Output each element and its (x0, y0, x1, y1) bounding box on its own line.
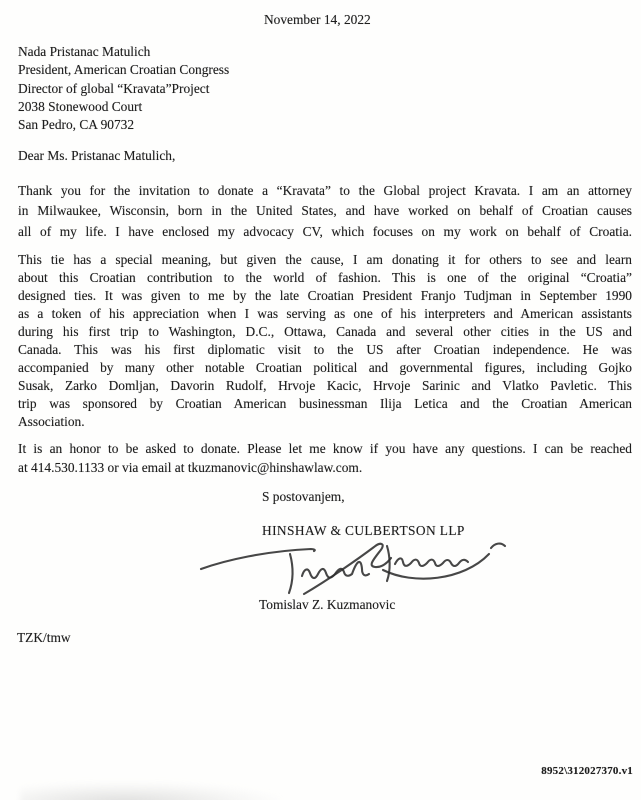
body-line: about this Croatian contribution to the world of fashion. This is one of the original “Croatia” (18, 270, 632, 285)
firm-name: HINSHAW & CULBERTSON LLP (262, 523, 465, 538)
body-line: during his first trip to Washington, D.C., Ottawa, Canada and several other cities in the US and (18, 324, 632, 339)
body-paragraph-2 (18, 251, 632, 431)
body-line: Susak, Zarko Domljan, Davorin Rudolf, Hrvoje Kacic, Hrvoje Sarinic and Vlatko Pavletic. This (18, 378, 632, 393)
body-line: Thank you for the invitation to donate a “Kravata” to the Global project Kravata. I am an attorney (18, 183, 632, 198)
body-paragraph-1 (18, 181, 632, 242)
letter-date: November 14, 2022 (264, 12, 371, 27)
recipient-name: Nada Pristanac Matulich (18, 44, 151, 59)
body-line: This tie has a special meaning, but given the cause, I am donating it for others to see and learn (18, 252, 632, 267)
body-paragraph-3 (18, 440, 632, 477)
body-line: at 414.530.1133 or via email at tkuzmanovic@hinshawlaw.com. (18, 459, 363, 475)
closing-valediction: S postovanjem, (262, 489, 345, 504)
body-line: as a token of his appreciation when I was serving as one of his interpreters and American assistants (18, 306, 632, 321)
body-line: Canada. This was his first diplomatic visit to the US after Croatian independence. He was (18, 342, 632, 357)
document-reference-number: 8952\312027370.v1 (541, 765, 633, 777)
salutation: Dear Ms. Pristanac Matulich, (18, 148, 176, 163)
body-line: It is an honor to be asked to donate. Please let me know if you have any questions. I can be reached (18, 441, 632, 456)
recipient-address (18, 43, 229, 134)
typist-initials: TZK/tmw (17, 630, 71, 645)
body-line: all of my life. I have enclosed my advocacy CV, which focuses on my work on behalf of Croatia. (18, 223, 632, 239)
body-line: in Milwaukee, Wisconsin, born in the United States, and have worked on behalf of Croatian causes (18, 203, 632, 219)
body-line: Association. (18, 414, 85, 429)
body-line: trip was sponsored by Croatian American businessman Ilija Letica and the Croatian American (18, 396, 632, 411)
recipient-title-2: Director of global “Kravata”Project (18, 80, 210, 96)
scan-artifact (20, 782, 280, 800)
body-line: designed ties. It was given to me by the late Croatian President Franjo Tudjman in September 1990 (18, 288, 632, 303)
recipient-street: 2038 Stonewood Court (18, 98, 143, 114)
recipient-city-state-zip: San Pedro, CA 90732 (18, 117, 135, 133)
signer-name: Tomislav Z. Kuzmanovic (259, 597, 396, 612)
recipient-title-1: President, American Croatian Congress (18, 62, 230, 78)
body-line: accompanied by many other notable Croatian political and governmental figures, including Gojko (18, 360, 632, 375)
signature-image (198, 539, 510, 605)
